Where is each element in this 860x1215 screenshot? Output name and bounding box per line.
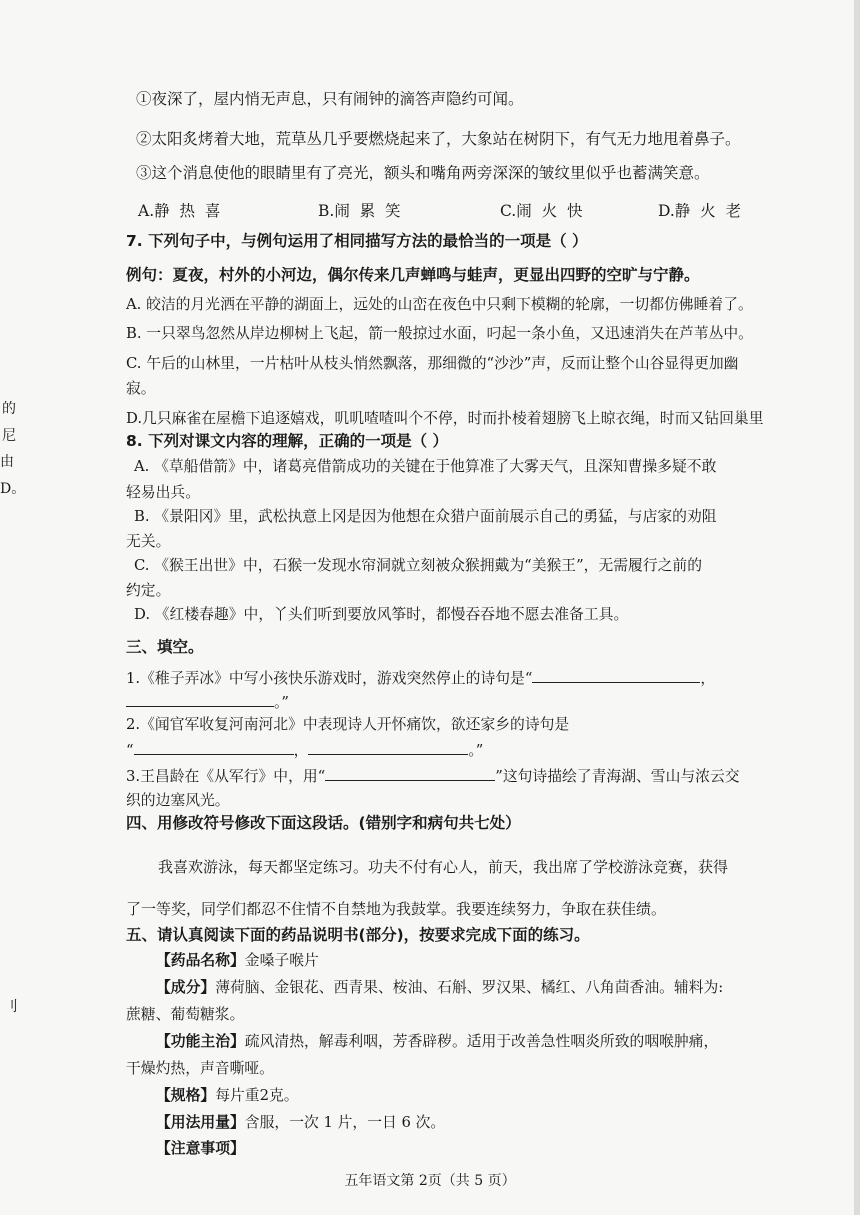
q8-option-a-cont: 轻易出兵。 bbox=[126, 484, 200, 501]
fill-q2: 2.《闻官军收复河南河北》中表现诗人开怀痛饮，欲还家乡的诗句是 bbox=[126, 716, 570, 733]
drug-function bbox=[156, 1031, 718, 1053]
q7-option-b: B. 一只翠鸟忽然从岸边柳树上飞起，箭一般掠过水面，叼起一条小鱼，又迅速消失在芦苇丛中。 bbox=[126, 325, 753, 342]
drug-spec-label: 【规格】 bbox=[156, 1087, 216, 1104]
drug-usage-label: 【用法用量】 bbox=[156, 1114, 245, 1131]
fill-q1-cont bbox=[126, 690, 289, 714]
fill-q1-comma: ， bbox=[700, 670, 716, 687]
q7-stem: 7. 下列句子中，与例句运用了相同描写方法的最恰当的一项是（ ） bbox=[126, 232, 588, 250]
section-5-title: 五、请认真阅读下面的药品说明书(部分)，按要求完成下面的练习。 bbox=[126, 926, 590, 944]
section-3-title: 三、填空。 bbox=[126, 638, 204, 656]
q6-option-b: B.闹 累 笑 bbox=[318, 202, 401, 220]
page-footer: 五年语文第 2页（共 5 页） bbox=[344, 1173, 516, 1189]
q7-option-c: C. 午后的山林里，一片枯叶从枝头悄然飘落，那细微的“沙沙”声，反而让整个山谷显得更加幽 bbox=[126, 355, 739, 372]
drug-function-cont: 干燥灼热，声音嘶哑。 bbox=[126, 1060, 274, 1077]
q6-sentence-3: ③这个消息使他的眼睛里有了亮光，额头和嘴角两旁深深的皱纹里似乎也蓄满笑意。 bbox=[136, 164, 710, 182]
q6-option-c: C.闹 火 快 bbox=[500, 202, 583, 220]
q6-option-a: A.静 热 喜 bbox=[138, 202, 221, 220]
section-4-title: 四、用修改符号修改下面这段话。(错别字和病句共七处） bbox=[126, 814, 521, 832]
q8-option-c: C. 《猴王出世》中，石猴一发现水帘洞就立刻被众猴拥戴为“美猴王”，无需履行之前的 bbox=[134, 557, 703, 574]
drug-usage bbox=[156, 1112, 445, 1134]
drug-ingredients bbox=[156, 977, 723, 999]
section-4-para-2: 了一等奖，同学们都忍不住情不自禁地为我鼓掌。我要连续努力，争取在获佳绩。 bbox=[126, 900, 667, 918]
q8-option-b: B. 《景阳冈》里，武松执意上冈是因为他想在众猎户面前展示自己的勇猛，与店家的劝阻 bbox=[134, 508, 717, 525]
q7-option-d: D.几只麻雀在屋檐下追逐嬉戏，叽叽喳喳叫个不停，时而扑棱着翅膀飞上晾衣绳，时而又钻回巢里 bbox=[126, 410, 764, 427]
fill-q1-end: 。” bbox=[274, 694, 289, 711]
page-edge bbox=[854, 0, 860, 1215]
drug-spec bbox=[156, 1085, 299, 1107]
fill-blank[interactable] bbox=[308, 738, 468, 755]
margin-char: 的 bbox=[2, 401, 16, 417]
fill-q3-cont: 织的边塞风光。 bbox=[126, 792, 230, 809]
q6-option-d: D.静 火 老 bbox=[658, 202, 742, 220]
drug-usage-value: 含服，一次 1 片，一日 6 次。 bbox=[244, 1114, 446, 1131]
q7-example-text: 例句：夏夜，村外的小河边，偶尔传来几声蝉鸣与蛙声，更显出四野的空旷与宁静。 bbox=[126, 266, 700, 284]
section-4-para-1: 我喜欢游泳，每天都坚定练习。功夫不付有心人，前天，我出席了学校游泳竞赛，获得 bbox=[158, 858, 729, 876]
fill-q2-cont bbox=[126, 738, 483, 762]
margin-char: D。 bbox=[0, 481, 26, 497]
q6-sentence-1: ①夜深了，屋内悄无声息，只有闹钟的滴答声隐约可闻。 bbox=[136, 90, 524, 108]
drug-ingredients-cont: 蔗糖、葡萄糖浆。 bbox=[126, 1006, 245, 1023]
fill-blank[interactable] bbox=[126, 690, 274, 707]
fill-q2-open: “ bbox=[126, 742, 134, 759]
q7-option-a: A. 皎洁的月光洒在平静的湖面上，远处的山峦在夜色中只剩下模糊的轮廓，一切都仿佛睡着了。 bbox=[126, 296, 753, 313]
fill-blank[interactable] bbox=[134, 738, 294, 755]
q8-option-a: A. 《草船借箭》中，诸葛亮借箭成功的关键在于他算准了大雾天气，且深知曹操多疑不敢 bbox=[134, 458, 717, 475]
drug-name bbox=[156, 950, 319, 972]
fill-q3 bbox=[126, 764, 740, 788]
drug-function-label: 【功能主治】 bbox=[156, 1033, 245, 1050]
fill-blank[interactable] bbox=[532, 666, 700, 683]
drug-function-value: 疏风清热，解毒利咽，芳香辟秽。适用于改善急性咽炎所致的咽喉肿痛， bbox=[244, 1033, 719, 1050]
q8-option-c-cont: 约定。 bbox=[126, 582, 171, 599]
drug-ingredients-value: 薄荷脑、金银花、西青果、桉油、石斛、罗汉果、橘红、八角茴香油。辅料为: bbox=[215, 979, 724, 996]
fill-q2-end: 。” bbox=[468, 742, 484, 759]
fill-q2-comma: ， bbox=[293, 742, 309, 759]
drug-notes bbox=[156, 1138, 245, 1160]
fill-q3-text: 3.王昌龄在《从军行》中，用“ bbox=[126, 768, 326, 785]
q8-stem: 8. 下列对课文内容的理解，正确的一项是（ ） bbox=[126, 432, 448, 450]
q7-example bbox=[126, 264, 700, 286]
drug-name-label: 【药品名称】 bbox=[156, 952, 245, 969]
q8-option-b-cont: 无关。 bbox=[126, 533, 171, 550]
fill-q1-text: 1.《稚子弄冰》中写小孩快乐游戏时，游戏突然停止的诗句是“ bbox=[126, 670, 533, 687]
q7-option-c-cont: 寂。 bbox=[126, 380, 156, 397]
drug-name-value: 金嗓子喉片 bbox=[244, 952, 319, 969]
drug-notes-label: 【注意事项】 bbox=[156, 1140, 245, 1157]
q8-option-d: D. 《红楼春趣》中，丫头们听到要放风筝时，都慢吞吞地不愿去准备工具。 bbox=[134, 606, 629, 623]
margin-char: 刂 bbox=[4, 999, 18, 1015]
drug-ingredients-label: 【成分】 bbox=[156, 979, 216, 996]
margin-char: 尼 bbox=[2, 428, 16, 444]
drug-spec-value: 每片重2克。 bbox=[215, 1087, 299, 1104]
fill-blank[interactable] bbox=[325, 764, 495, 781]
fill-q3-text2: ”这句诗描绘了青海湖、雪山与浓云交 bbox=[495, 768, 740, 785]
fill-q1 bbox=[126, 666, 715, 690]
margin-char: 由 bbox=[0, 454, 14, 470]
q6-sentence-2: ②太阳炙烤着大地，荒草丛几乎要燃烧起来了，大象站在树阴下，有气无力地甩着鼻子。 bbox=[136, 130, 741, 148]
